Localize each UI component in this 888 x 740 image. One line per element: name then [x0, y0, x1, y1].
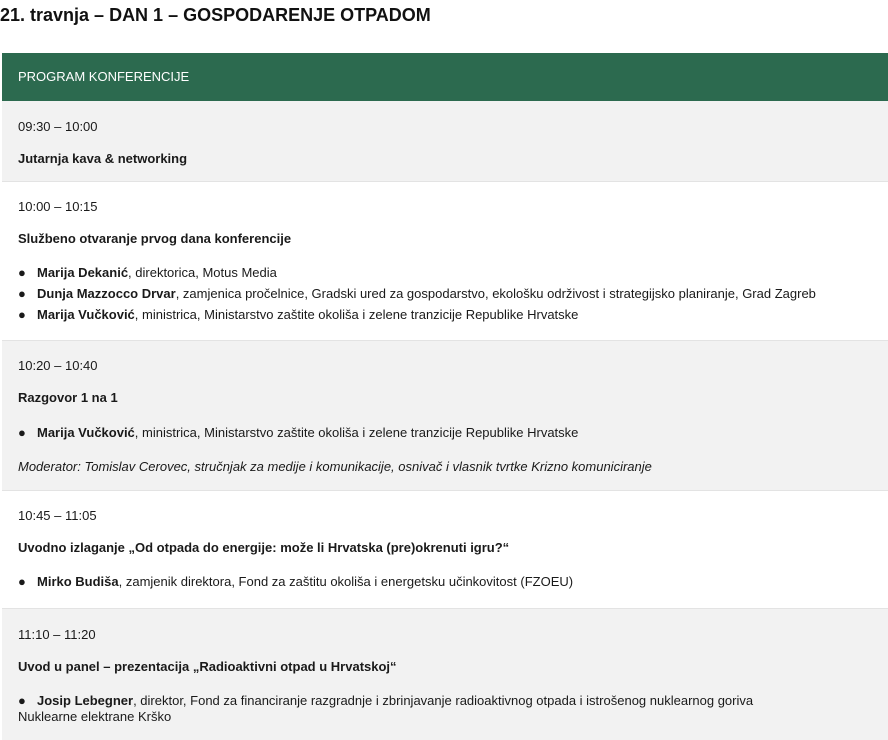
- speaker-role: , zamjenik direktora, Fond za zaštitu okoliša i energetsku učinkovitost (FZOEU): [118, 574, 574, 589]
- speaker-role: , ministrica, Ministarstvo zaštite okoliša i zelene tranzicije Republike Hrvatske: [134, 425, 579, 440]
- session-time: 11:10 – 11:20: [18, 627, 96, 642]
- bullet-icon: ●: [18, 286, 26, 301]
- speaker-item: [18, 574, 573, 590]
- moderator-text: Moderator: Tomislav Cerovec, stručnjak za medije i komunikacije, osnivač i vlasnik tvrtke Krizno komuniciranje: [18, 459, 652, 474]
- speaker-item: [18, 425, 578, 441]
- speaker-name: Marija Dekanić: [37, 265, 129, 280]
- program-header: PROGRAM KONFERENCIJE: [2, 53, 888, 101]
- bullet-icon: ●: [18, 574, 26, 589]
- session-row: [2, 341, 888, 491]
- speaker-item: [18, 265, 277, 281]
- speaker-role: , zamjenica pročelnice, Gradski ured za gospodarstvo, ekološku održivost i strategijsko planiranje, Grad Zagreb: [175, 286, 816, 301]
- speaker-name: Marija Vučković: [37, 307, 135, 322]
- bullet-icon: ●: [18, 425, 26, 440]
- speaker-name: Josip Lebegner: [37, 693, 134, 708]
- session-title: Uvodno izlaganje „Od otpada do energije: može li Hrvatska (pre)okrenuti igru?“: [18, 540, 510, 555]
- speaker-role: , direktor, Fond za financiranje razgradnje i zbrinjavanje radioaktivnog otpada i istrošenog nuklearnog goriva: [133, 693, 754, 708]
- bullet-icon: ●: [18, 307, 26, 322]
- session-time: 09:30 – 10:00: [18, 119, 98, 134]
- speaker-role: , ministrica, Ministarstvo zaštite okoliša i zelene tranzicije Republike Hrvatske: [134, 307, 579, 322]
- session-time: 10:45 – 11:05: [18, 508, 97, 523]
- session-time: 10:00 – 10:15: [18, 199, 98, 214]
- speaker-role-continuation: Nuklearne elektrane Krško: [18, 709, 172, 724]
- speaker-role: , direktorica, Motus Media: [128, 265, 277, 280]
- session-title: Službeno otvaranje prvog dana konferencije: [18, 231, 292, 246]
- speaker-name: Mirko Budiša: [37, 574, 119, 589]
- session-time: 10:20 – 10:40: [18, 358, 98, 373]
- speaker-item: [18, 693, 753, 709]
- session-row: [2, 182, 888, 341]
- session-title: Jutarnja kava & networking: [18, 151, 188, 166]
- session-title: Razgovor 1 na 1: [18, 390, 118, 405]
- bullet-icon: ●: [18, 693, 26, 708]
- speaker-item: [18, 286, 816, 302]
- speaker-item: [18, 307, 578, 323]
- session-row: [2, 101, 888, 182]
- session-row: [2, 609, 888, 740]
- session-row: [2, 491, 888, 609]
- bullet-icon: ●: [18, 265, 26, 280]
- speaker-name: Dunja Mazzocco Drvar: [37, 286, 176, 301]
- session-title: Uvod u panel – prezentacija „Radioaktivni otpad u Hrvatskoj“: [18, 659, 397, 674]
- program-table: [2, 53, 888, 740]
- page-title: 21. travnja – DAN 1 – GOSPODARENJE OTPADOM: [0, 5, 431, 25]
- speaker-name: Marija Vučković: [37, 425, 135, 440]
